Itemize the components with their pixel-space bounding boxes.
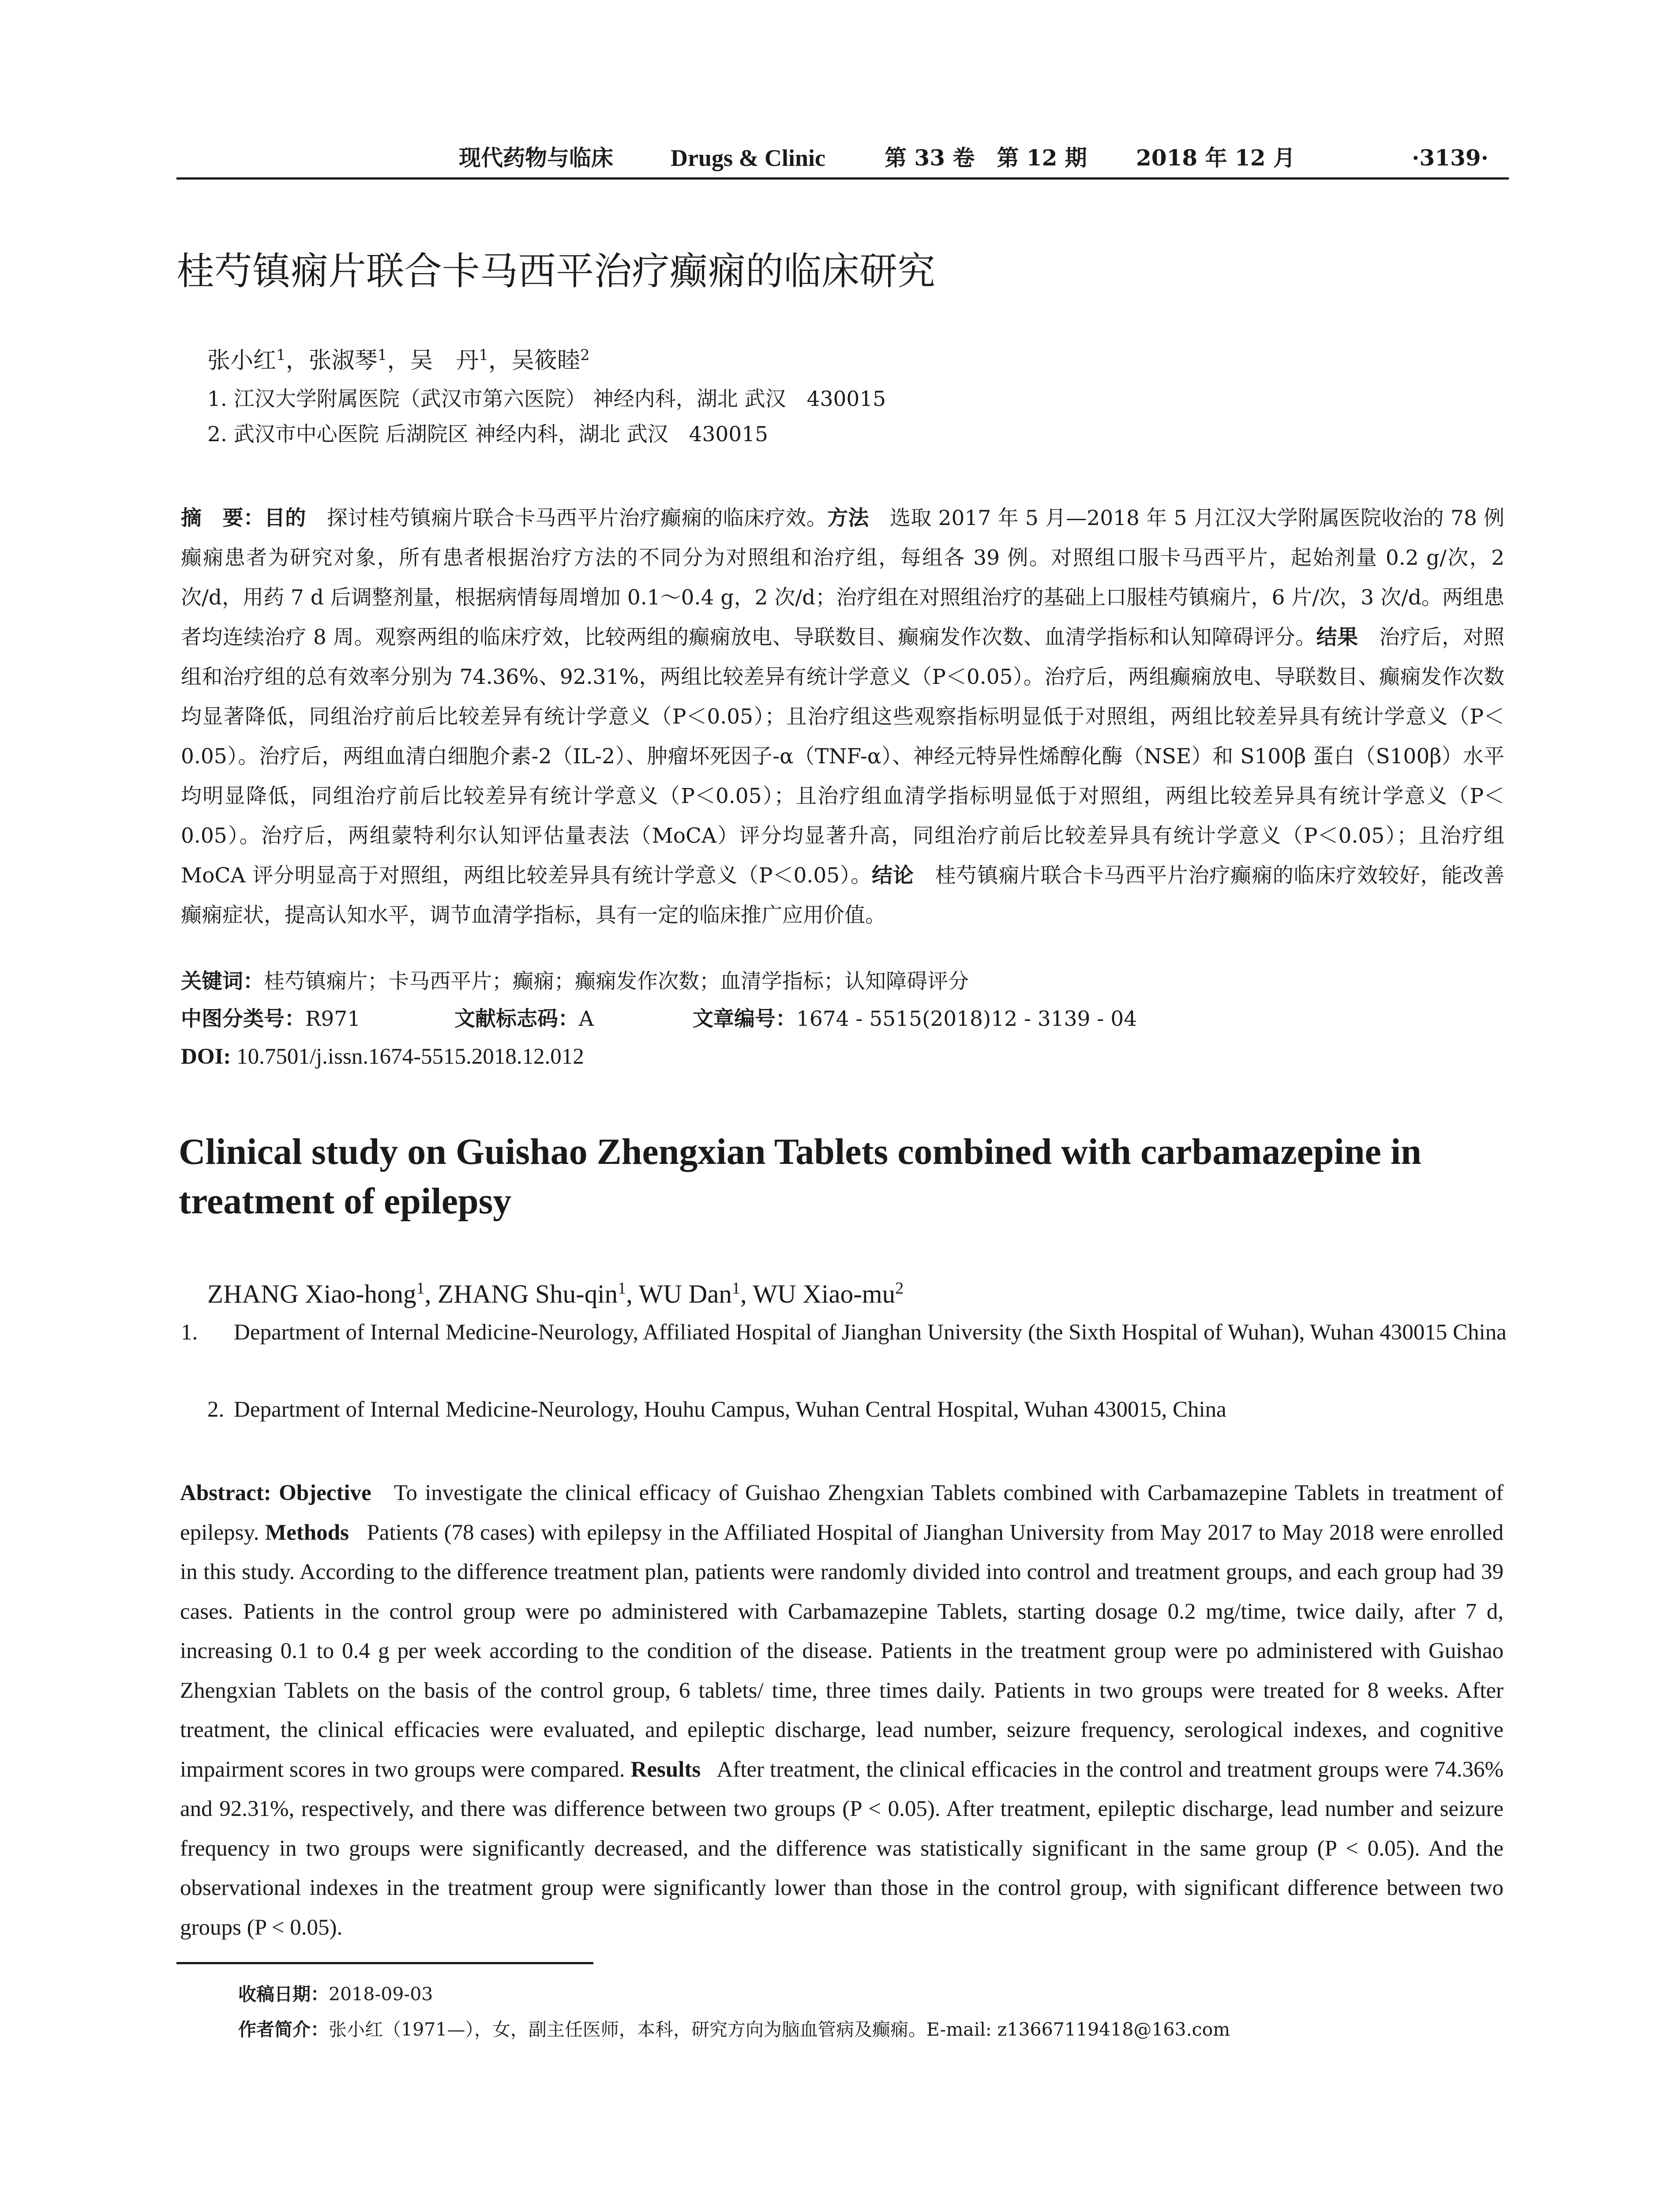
clc-label: 中图分类号： (181, 1007, 305, 1031)
doc-code-value: A (579, 1007, 594, 1031)
affiliation-text: Department of Internal Medicine-Neurology, Affiliated Hospital of Jianghan University (the Sixth Hospital of Wuhan), Wuhan 430015 China (234, 1320, 1507, 1345)
results-label: 结果 (1316, 625, 1358, 649)
objective-text: 探讨桂芍镇痫片联合卡马西平片治疗癫痫的临床疗效。 (326, 506, 828, 530)
received-date: 2018-09-03 (329, 1984, 433, 2005)
affiliation-number: 2. (207, 1397, 225, 1422)
author-separator: , (424, 1279, 438, 1309)
bio-text: 张小红（1971—），女，副主任医师，本科，研究方向为脑血管病及癫痫。E-mail: z13667119418@163.com (329, 2019, 1230, 2040)
author-name: 张小红 (207, 347, 277, 374)
objective-label: Objective (279, 1481, 371, 1505)
clc-value: R971 (305, 1007, 361, 1031)
author-affiliation-marker: 2 (895, 1279, 904, 1298)
author-affiliation-marker: 1 (479, 346, 488, 364)
english-authors (207, 1271, 904, 1312)
affiliation-number: 1. (181, 1320, 198, 1345)
author-affiliation-marker: 1 (731, 1279, 740, 1298)
methods-text: 选取 2017 年 5 月—2018 年 5 月江汉大学附属医院收治的 78 例癫痫患者为研究对象，所有患者根据治疗方法的不同分为对照组和治疗组，每组各 39 例。对照组口服卡马西平片，起始剂量 0.2 g/次，2 次/d，用药 7 d 后调整剂量，根据病情每周增加 0.1～0.4 g，2 次/d；治疗组在对照组治疗的基础上口服桂芍镇痫片，6 片/次，3 次/d。两组患者均连续治疗 8 周。观察两组的临床疗效，比较两组的癫痫放电、导联数目、癫痫发作次数、血清学指标和认知障碍评分。 (181, 506, 1505, 649)
chinese-title: 桂芍镇痫片联合卡马西平治疗癫痫的临床研究 (176, 249, 935, 293)
received-date-line (238, 1981, 433, 2007)
results-label: Results (630, 1757, 701, 1782)
english-title: Clinical study on Guishao Zhengxian Tablets combined with carbamazepine in treatment of epilepsy (179, 1131, 1421, 1222)
author-name: ZHANG Shu-qin (438, 1279, 618, 1309)
issue-date: 2018 年 12 月 (1136, 145, 1295, 171)
abstract-label: Abstract: (180, 1481, 271, 1505)
doc-code-label: 文献标志码： (454, 1007, 579, 1031)
page-number: ·3139· (1412, 145, 1489, 171)
methods-label: 方法 (827, 506, 869, 530)
author-separator: ， (387, 347, 410, 374)
chinese-affiliation: 1. 江汉大学附属医院（武汉市第六医院） 神经内科，湖北 武汉 430015 (207, 387, 886, 411)
author-name: WU Xiao-mu (753, 1279, 896, 1309)
header-rule (176, 177, 1509, 180)
english-affiliation (207, 1390, 1226, 1429)
author-name: 张淑琴 (308, 347, 378, 374)
keywords-label: 关键词： (181, 969, 264, 994)
methods-label: Methods (265, 1520, 349, 1545)
doi-line (181, 1039, 584, 1074)
author-separator: ， (488, 347, 512, 374)
english-abstract (180, 1474, 1504, 1947)
volume-issue: 第 33 卷 第 12 期 (885, 145, 1087, 171)
english-affiliation (181, 1313, 1535, 1352)
author-affiliation-marker: 2 (580, 346, 590, 364)
author-name: WU Dan (638, 1279, 732, 1309)
author-separator: , (626, 1279, 639, 1309)
results-text: After treatment, the clinical efficacies in the control and treatment groups were 74.36% and 92.31%, respectively, and there was difference between two groups (P < 0.05). After treatment, epileptic discharge, lead number and seizure frequency in two groups were significantly decreased, and the difference was statistically significant in the same group (P < 0.05). And the observational indexes in the treatment group were significantly lower than those in the control group, with significant difference between two groups (P < 0.05). (180, 1757, 1504, 1940)
methods-text: Patients (78 cases) with epilepsy in the Affiliated Hospital of Jianghan University from May 2017 to May 2018 were enrolled in this study. According to the difference treatment plan, patients were randomly divided into control and treatment groups, and each group had 39 cases. Patients in the control group were po administered with Carbamazepine Tablets, starting dosage 0.2 mg/time, twice daily, after 7 d, increasing 0.1 to 0.4 g per week according to the condition of the disease. Patients in the treatment group were po administered with Guishao Zhengxian Tablets on the basis of the control group, 6 tablets/ time, three times daily. Patients in two groups were treated for 8 weeks. After treatment, the clinical efficacies were evaluated, and epileptic discharge, lead number, seizure frequency, serological indexes, and cognitive impairment scores in two groups were compared. (180, 1520, 1504, 1782)
classification-line (181, 1002, 1504, 1037)
author-name: 吴 丹 (410, 347, 479, 374)
chinese-authors (207, 338, 590, 378)
objective-label: 目的 (264, 506, 306, 530)
conclusion-text: 桂芍镇痫片联合卡马西平片治疗癫痫的临床疗效较好，能改善癫痫症状，提高认知水平，调节血清学指标，具有一定的临床推广应用价值。 (181, 863, 1505, 927)
doi-label: DOI: (181, 1044, 231, 1069)
author-separator: ， (285, 347, 309, 374)
chinese-affiliation: 2. 武汉市中心医院 后湖院区 神经内科，湖北 武汉 430015 (207, 422, 769, 446)
author-name: 吴筱睦 (511, 347, 581, 374)
doi-value: 10.7501/j.issn.1674-5515.2018.12.012 (236, 1044, 584, 1069)
received-label: 收稿日期： (238, 1984, 329, 2005)
running-header (176, 140, 1509, 176)
chinese-abstract (181, 499, 1504, 935)
author-affiliation-marker: 1 (416, 1279, 425, 1298)
author-affiliation-marker: 1 (618, 1279, 626, 1298)
keywords-text: 桂芍镇痫片；卡马西平片；癫痫；癫痫发作次数；血清学指标；认知障碍评分 (264, 969, 969, 994)
journal-name-en: Drugs & Clinic (671, 145, 825, 171)
conclusion-label: 结论 (872, 863, 914, 888)
abstract-label: 摘 要： (181, 506, 265, 530)
author-affiliation-marker: 1 (276, 346, 286, 364)
author-separator: , (740, 1279, 753, 1309)
article-no-label: 文章编号： (693, 1007, 796, 1031)
keywords-line (181, 964, 969, 999)
article-no-value: 1674 - 5515(2018)12 - 3139 - 04 (796, 1007, 1137, 1031)
journal-name-cn: 现代药物与临床 (459, 145, 613, 171)
author-bio-line (238, 2016, 1230, 2043)
affiliation-text: Department of Internal Medicine-Neurology, Houhu Campus, Wuhan Central Hospital, Wuhan 430015, China (234, 1397, 1226, 1422)
author-name: ZHANG Xiao-hong (207, 1279, 416, 1309)
bio-label: 作者简介： (238, 2019, 329, 2040)
results-text: 治疗后，对照组和治疗组的总有效率分别为 74.36%、92.31%，两组比较差异有统计学意义（P＜0.05）。治疗后，两组癫痫放电、导联数目、癫痫发作次数均显著降低，同组治疗前后比较差异有统计学意义（P＜0.05）；且治疗组这些观察指标明显低于对照组，两组比较差异具有统计学意义（P＜0.05）。治疗后，两组血清白细胞介素-2（IL-2）、肿瘤坏死因子-α（TNF-α）、神经元特异性烯醇化酶（NSE）和 S100β 蛋白（S100β）水平均明显降低，同组治疗前后比较差异有统计学意义（P＜0.05）；且治疗组血清学指标明显低于对照组，两组比较差异具有统计学意义（P＜0.05）。治疗后，两组蒙特利尔认知评估量表法（MoCA）评分均显著升高，同组治疗前后比较差异具有统计学意义（P＜0.05）；且治疗组 MoCA 评分明显高于对照组，两组比较差异具有统计学意义（P＜0.05）。 (181, 625, 1505, 888)
author-affiliation-marker: 1 (377, 346, 387, 364)
footnote-rule (176, 1962, 593, 1964)
objective-text: To investigate the clinical efficacy of Guishao Zhengxian Tablets combined with Carbamazepine Tablets in treatment of epilepsy. (180, 1481, 1504, 1545)
